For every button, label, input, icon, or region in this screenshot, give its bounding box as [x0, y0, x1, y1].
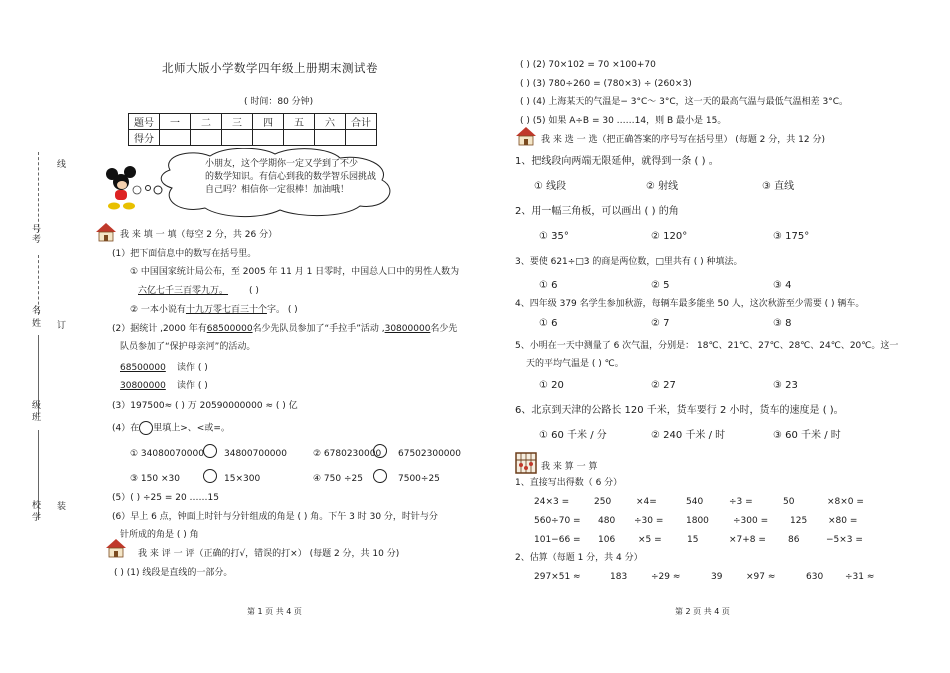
margin-label: 姓 — [32, 319, 42, 329]
binding-dashed-line — [38, 152, 39, 232]
choice-question: 6、北京到天津的公路长 120 千米，货车要行 2 小时，货车的速度是 ( )。 — [515, 405, 844, 416]
q2-text — [112, 323, 457, 335]
choice-option[interactable]: ② 240 千米 / 时 — [651, 430, 726, 441]
read-number: 68500000 — [120, 363, 166, 373]
choice-option[interactable]: ① 6 — [539, 318, 558, 329]
choice-option[interactable]: ① 线段 — [534, 181, 567, 192]
q1b-text — [130, 304, 298, 316]
calc-cell: 250 — [594, 497, 612, 507]
read-number: 30800000 — [120, 381, 166, 391]
page-title: 北师大版小学数学四年级上册期末测试卷 — [162, 61, 378, 75]
calc-cell: ×5 = — [638, 535, 662, 545]
estimate-cell: 630 — [806, 572, 824, 582]
margin-label: 订 — [57, 321, 67, 331]
page-footer: 第 1 页 共 4 页 — [247, 607, 302, 616]
compare-circle[interactable] — [203, 469, 217, 483]
margin-label: 考 — [32, 235, 42, 245]
q1-text: (1）把下面信息中的数写在括号里。 — [112, 249, 257, 259]
calc-cell: ÷3 = — [729, 497, 753, 507]
calc-cell: 540 — [686, 497, 704, 507]
score-header-cell: 题号 — [129, 114, 160, 130]
house-icon — [515, 126, 537, 146]
score-table-header-row — [129, 114, 377, 130]
judge-item: ( ) (2) 70×102 = 70 ×100+70 — [520, 60, 656, 70]
calc-cell: 125 — [790, 516, 808, 526]
choice-option[interactable]: ① 20 — [539, 380, 564, 391]
calc-q1: 1、直接写出得数（ 6 分） — [515, 478, 623, 488]
q2-line2: 队员参加了“保护母亲河”的活动。 — [120, 342, 256, 352]
estimate-cell: ÷29 ≈ — [651, 572, 681, 582]
q1b-number: 十九万零七百三十个 — [185, 305, 267, 315]
compare-circle[interactable] — [203, 444, 217, 458]
q2-part: 名少先 — [430, 324, 458, 334]
estimate-cell: 297×51 ≈ — [534, 572, 581, 582]
margin-label: 校 — [32, 501, 42, 511]
choice-option[interactable]: ② 射线 — [646, 181, 679, 192]
choice-question: 2、用一幅三角板，可以画出 ( ) 的角 — [515, 206, 679, 217]
bubble-line: 小朋友，这个学期你一定又学到了不少 — [205, 159, 359, 169]
calc-cell: ÷300 = — [733, 516, 769, 526]
judge-item: ( ) (3) 780÷260 = (780×3) ÷ (260×3) — [520, 79, 692, 89]
margin-label: 名 — [32, 306, 42, 316]
q6-text-line2: 针所成的角是 ( ) 角 — [120, 530, 199, 540]
house-icon — [105, 538, 127, 558]
score-header-cell: 一 — [160, 114, 191, 130]
compare-circle[interactable] — [373, 444, 387, 458]
choice-question: 3、要使 621÷□3 的商是两位数，□里共有 ( ) 种填法。 — [515, 257, 743, 267]
compare-circle[interactable] — [373, 469, 387, 483]
score-cell[interactable] — [253, 130, 284, 146]
choice-option[interactable]: ① 35° — [539, 231, 569, 242]
choice-question: 5、小明在一天中测量了 6 次气温，分别是： 18℃、21℃、27℃、28℃、24℃、20℃。这一 — [515, 341, 899, 351]
time-limit: ( 时间：80 分钟) — [244, 97, 314, 107]
score-cell[interactable] — [346, 130, 377, 146]
q4-part: (4）在 — [112, 423, 140, 434]
q2-part: 名少先队员参加了“手拉手”活动 , — [252, 324, 385, 334]
calc-q2: 2、估算（每题 1 分，共 4 分） — [515, 553, 643, 563]
q3-text: (3）197500≈ ( ) 万 20590000000 ≈ ( ) 亿 — [112, 401, 298, 411]
house-icon — [95, 222, 117, 242]
choice-question: 4、四年级 379 名学生参加秋游，每辆车最多能坐 50 人，这次秋游至少需要 ( ) 辆车。 — [515, 299, 865, 309]
bubble-line: 的数学知识。有信心到我的数学智乐园挑战 — [205, 172, 377, 182]
calc-cell: 101−66 = — [534, 535, 581, 545]
choice-option[interactable]: ② 27 — [651, 380, 676, 391]
q1a-number: 六亿七千三百零九万。 — [138, 286, 229, 296]
calc-cell: 50 — [783, 497, 795, 507]
compare-item: 34800700000 — [224, 449, 287, 459]
choice-option[interactable]: ② 120° — [651, 231, 688, 242]
margin-label: 装 — [57, 502, 67, 512]
read-blank[interactable]: 读作 ( ) — [177, 363, 208, 373]
choice-option[interactable]: ③ 23 — [773, 380, 798, 391]
margin-label: 班 — [32, 413, 42, 423]
calc-cell: 86 — [788, 535, 800, 545]
calc-cell: ×7+8 = — [729, 535, 766, 545]
score-cell[interactable] — [160, 130, 191, 146]
judge-item: ( ) (1) 线段是直线的一部分。 — [114, 568, 233, 578]
q2-number1: 68500000 — [206, 324, 253, 334]
choice-option[interactable]: ① 60 千米 / 分 — [539, 430, 607, 441]
calc-cell: 106 — [598, 535, 616, 545]
abacus-icon — [515, 452, 537, 474]
section1-heading: 我 来 填 一 填（每空 2 分，共 26 分） — [120, 230, 278, 240]
circle-blank-icon — [139, 421, 153, 435]
q4-text — [112, 421, 230, 435]
compare-item: 15×300 — [224, 474, 261, 484]
read-blank[interactable]: 读作 ( ) — [177, 381, 208, 391]
score-cell[interactable] — [315, 130, 346, 146]
estimate-cell: 39 — [711, 572, 723, 582]
calc-cell: ×80 = — [828, 516, 858, 526]
q1b-prefix: ② 一本小说有 — [130, 305, 186, 315]
calc-cell: ×8×0 = — [827, 497, 864, 507]
choice-option[interactable]: ③ 60 千米 / 时 — [773, 430, 841, 441]
judge-item: ( ) (5) 如果 A÷B = 30 ……14，则 B 最小是 15。 — [520, 116, 727, 126]
choice-question-line2: 天的平均气温是 ( ) ℃。 — [526, 359, 624, 369]
score-cell[interactable] — [222, 130, 253, 146]
q5-text: (5）( ) ÷25 = 20 ……15 — [112, 493, 220, 503]
score-cell[interactable] — [284, 130, 315, 146]
q2-part: (2）据统计 ,2000 年有 — [112, 324, 207, 334]
score-header-cell: 四 — [253, 114, 284, 130]
score-table-score-row — [129, 130, 377, 146]
q1a-text: ① 中国国家统计局公布，至 2005 年 11 月 1 日零时，中国总人口中的男性人数为 — [130, 267, 460, 277]
calc-cell: 480 — [598, 516, 616, 526]
compare-item: ② 6780230000 — [313, 449, 382, 459]
judge-item: ( ) (4) 上海某天的气温是− 3°C～ 3°C，这一天的最高气温与最低气温相差 3°C。 — [520, 97, 849, 107]
calc-cell: −5×3 = — [826, 535, 863, 545]
margin-label: 线 — [57, 160, 67, 170]
choice-option[interactable]: ③ 8 — [773, 318, 792, 329]
margin-label: 级 — [32, 401, 42, 411]
choice-option[interactable]: ③ 直线 — [762, 181, 795, 192]
section3-heading: 我 来 选 一 选（把正确答案的序号写在括号里） (每题 2 分，共 12 分) — [541, 135, 825, 145]
calc-cell: ×4= — [636, 497, 657, 507]
score-row-label: 得分 — [129, 130, 160, 146]
calc-cell: 15 — [687, 535, 699, 545]
compare-item: ④ 750 ÷25 — [313, 474, 363, 484]
margin-label: 学 — [32, 513, 42, 523]
q6-text: (6）早上 6 点，钟面上时针与分针组成的角是 ( ) 角。下午 3 时 30 分，时针与分 — [112, 512, 438, 522]
section2-heading: 我 来 评 一 评（正确的打√，错误的打×） (每题 2 分，共 10 分) — [138, 549, 400, 559]
score-header-cell: 六 — [315, 114, 346, 130]
calc-cell: 560÷70 = — [534, 516, 581, 526]
mickey-mouse-icon — [103, 166, 145, 212]
score-table — [128, 113, 377, 146]
choice-option[interactable]: ③ 4 — [773, 280, 792, 291]
estimate-cell: 183 — [610, 572, 628, 582]
estimate-cell: ×97 ≈ — [746, 572, 776, 582]
section4-heading: 我 来 算 一 算 — [541, 462, 598, 472]
choice-question: 1、把线段向两端无限延伸，就得到一条 ( ) 。 — [515, 156, 719, 167]
score-header-cell: 二 — [191, 114, 222, 130]
q1b-suffix: 字。 ( ) — [266, 305, 298, 315]
margin-label: 号 — [32, 225, 42, 235]
calc-cell: 1800 — [686, 516, 709, 526]
choice-option[interactable]: ③ 175° — [773, 231, 810, 242]
compare-item: ③ 150 ×30 — [130, 474, 180, 484]
score-cell[interactable] — [191, 130, 222, 146]
score-header-cell: 五 — [284, 114, 315, 130]
bubble-line: 自己吗？相信你一定很棒！加油哦！ — [205, 185, 350, 195]
calc-cell: ÷30 = — [634, 516, 664, 526]
compare-item: 67502300000 — [398, 449, 461, 459]
score-header-cell: 三 — [222, 114, 253, 130]
compare-item: ① 34080070000 — [130, 449, 204, 459]
choice-option[interactable]: ② 7 — [651, 318, 670, 329]
compare-item: 7500÷25 — [398, 474, 440, 484]
choice-option[interactable]: ① 6 — [539, 280, 558, 291]
page-footer: 第 2 页 共 4 页 — [675, 607, 730, 616]
calc-cell: 24×3 = — [534, 497, 570, 507]
q4-part: 里填上>、<或=。 — [153, 423, 230, 434]
answer-blank[interactable]: ( ) — [249, 286, 259, 296]
choice-option[interactable]: ② 5 — [651, 280, 670, 291]
score-header-cell: 合计 — [346, 114, 377, 130]
bubble-text — [205, 158, 376, 197]
q2-number2: 30800000 — [384, 324, 431, 334]
estimate-cell: ÷31 ≈ — [845, 572, 875, 582]
